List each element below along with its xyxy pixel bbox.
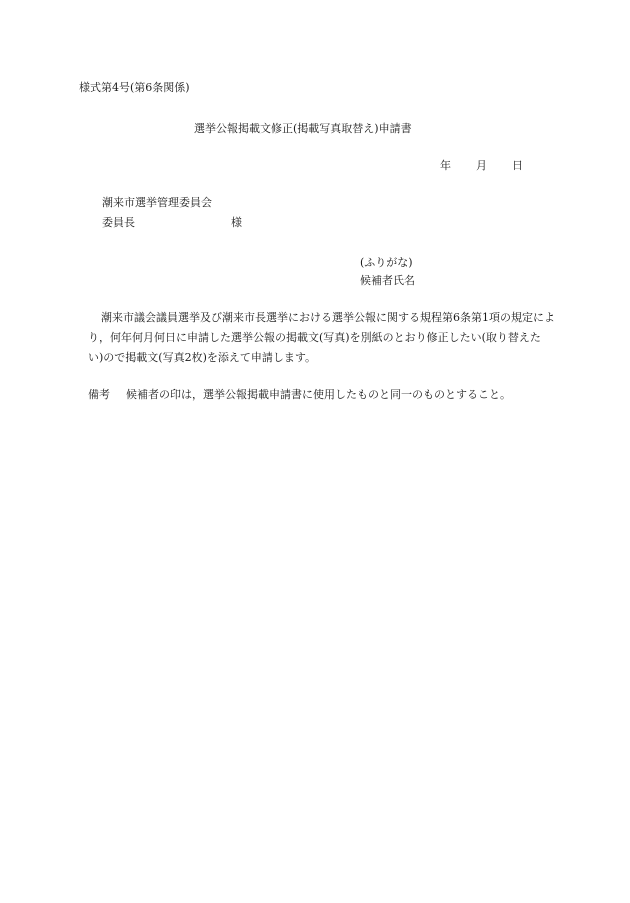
addressee-chair: 委員長 [102,216,135,229]
candidate-name-label: 候補者氏名 [360,274,415,287]
date-month: 月 [476,159,487,172]
addressee-organization: 潮来市選挙管理委員会 [102,196,212,209]
document-title: 選挙公報掲載文修正(掲載写真取替え)申請書 [194,122,412,135]
remark [88,388,511,402]
addressee-honorific: 様 [231,216,242,229]
furigana-label: (ふりがな) [360,256,413,269]
form-label: 様式第4号(第6条関係) [79,81,190,94]
application-body: 潮来市議会議員選挙及び潮来市長選挙における選挙公報に関する規程第6条第1項の規定により，何年何月何日に申請した選挙公報の掲載文(写真)を別紙のとおり修正したい(取り替えたい)ので掲載文(写真2枚)を添えて申請します。 [88,311,555,364]
date-day: 日 [512,159,523,172]
remark-label: 備考 [88,388,110,401]
date-year: 年 [440,159,451,172]
remark-text: 候補者の印は，選挙公報掲載申請書に使用したものと同一のものとすること。 [126,388,511,401]
